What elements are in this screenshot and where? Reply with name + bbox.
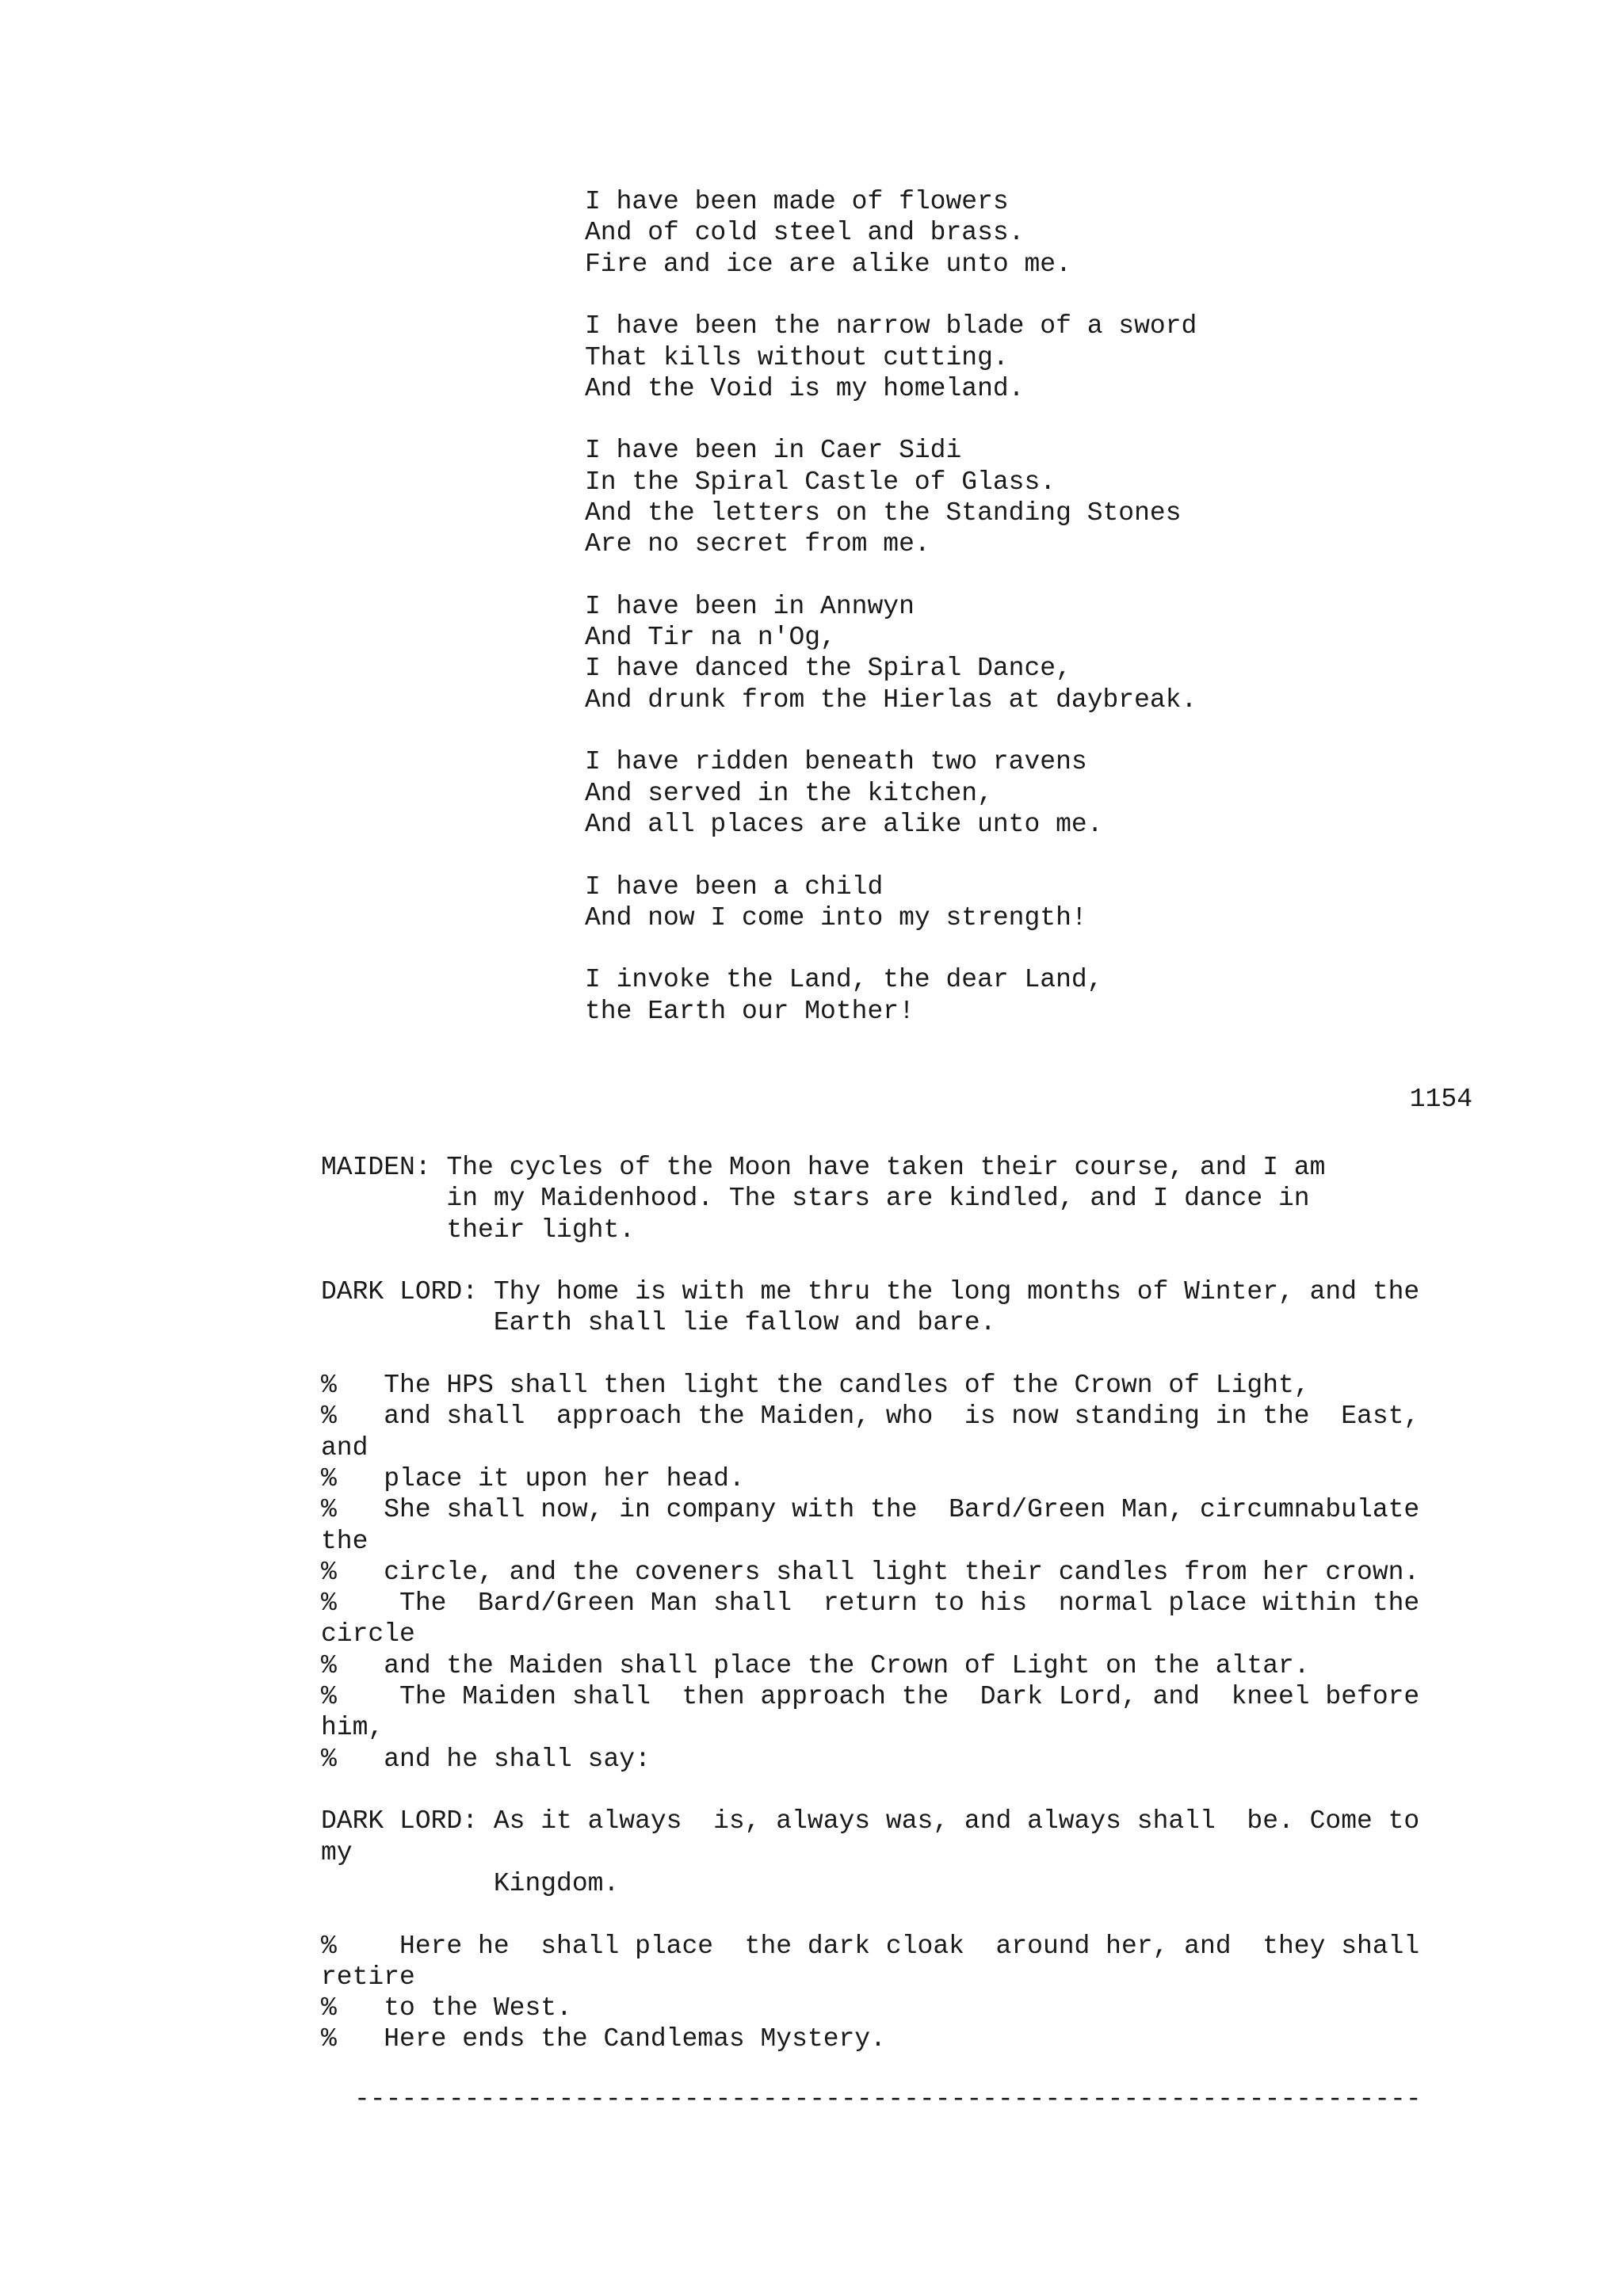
script-line: and: [321, 1433, 369, 1463]
poem-line: And served in the kitchen,: [585, 779, 993, 808]
poem-line: In the Spiral Castle of Glass.: [585, 467, 1056, 497]
poem-line: Fire and ice are alike unto me.: [585, 250, 1071, 279]
script-line: % and he shall say:: [321, 1745, 651, 1774]
script-line: % The Bard/Green Man shall return to his normal place within the: [321, 1589, 1420, 1618]
script-line: % Here he shall place the dark cloak around her, and they shall: [321, 1932, 1420, 1961]
poem-line: I have been in Caer Sidi: [585, 436, 962, 465]
poem-line: And all places are alike unto me.: [585, 810, 1103, 839]
script-line: % Here ends the Candlemas Mystery.: [321, 2024, 886, 2054]
poem-line: And drunk from the Hierlas at daybreak.: [585, 685, 1197, 715]
script-line: % The HPS shall then light the candles of the Crown of Light,: [321, 1371, 1310, 1400]
script-line: % and the Maiden shall place the Crown of Light on the altar.: [321, 1651, 1310, 1680]
poem-line: I invoke the Land, the dear Land,: [585, 965, 1103, 994]
script-line: my: [321, 1838, 353, 1867]
script-line: DARK LORD: Thy home is with me thru the long months of Winter, and the: [321, 1277, 1420, 1306]
script-line: DARK LORD: As it always is, always was, and always shall be. Come to: [321, 1806, 1420, 1836]
script-line: MAIDEN: The cycles of the Moon have taken their course, and I am: [321, 1153, 1326, 1182]
script-line: Earth shall lie fallow and bare.: [321, 1308, 996, 1337]
script-line: their light.: [321, 1215, 636, 1245]
script-line: retire: [321, 1962, 415, 1992]
script-line: circle: [321, 1619, 415, 1649]
poem-line: I have been a child: [585, 872, 884, 902]
poem-line: the Earth our Mother!: [585, 997, 915, 1026]
poem-line: And the Void is my homeland.: [585, 374, 1025, 403]
script-line: in my Maidenhood. The stars are kindled, and I dance in: [321, 1184, 1310, 1213]
poem-line: I have been made of flowers: [585, 187, 1009, 216]
poem-line: And now I come into my strength!: [585, 903, 1087, 933]
script-line: the: [321, 1527, 369, 1556]
separator-rule: --------------------------------------------------------------------: [354, 2084, 1422, 2114]
script-line: him,: [321, 1713, 384, 1742]
poem-line: And of cold steel and brass.: [585, 218, 1025, 247]
poem-line: I have been in Annwyn: [585, 592, 915, 621]
script-line: % to the West.: [321, 1993, 572, 2023]
poem-line: I have been the narrow blade of a sword: [585, 311, 1197, 341]
poem-line: Are no secret from me.: [585, 529, 930, 559]
script-line: Kingdom.: [321, 1869, 620, 1898]
poem-line: And the letters on the Standing Stones: [585, 498, 1182, 528]
script-line: % The Maiden shall then approach the Dark Lord, and kneel before: [321, 1682, 1420, 1711]
poem-line: I have danced the Spiral Dance,: [585, 654, 1071, 683]
poem-line: And Tir na n'Og,: [585, 623, 836, 652]
script-line: % She shall now, in company with the Bard/Green Man, circumnabulate: [321, 1495, 1420, 1524]
script-line: % and shall approach the Maiden, who is now standing in the East,: [321, 1402, 1420, 1431]
page-number: 1154: [1409, 1085, 1472, 1114]
script-line: % circle, and the coveners shall light their candles from her crown.: [321, 1558, 1420, 1587]
poem-line: That kills without cutting.: [585, 343, 1009, 372]
script-line: % place it upon her head.: [321, 1464, 745, 1493]
poem-line: I have ridden beneath two ravens: [585, 747, 1087, 776]
